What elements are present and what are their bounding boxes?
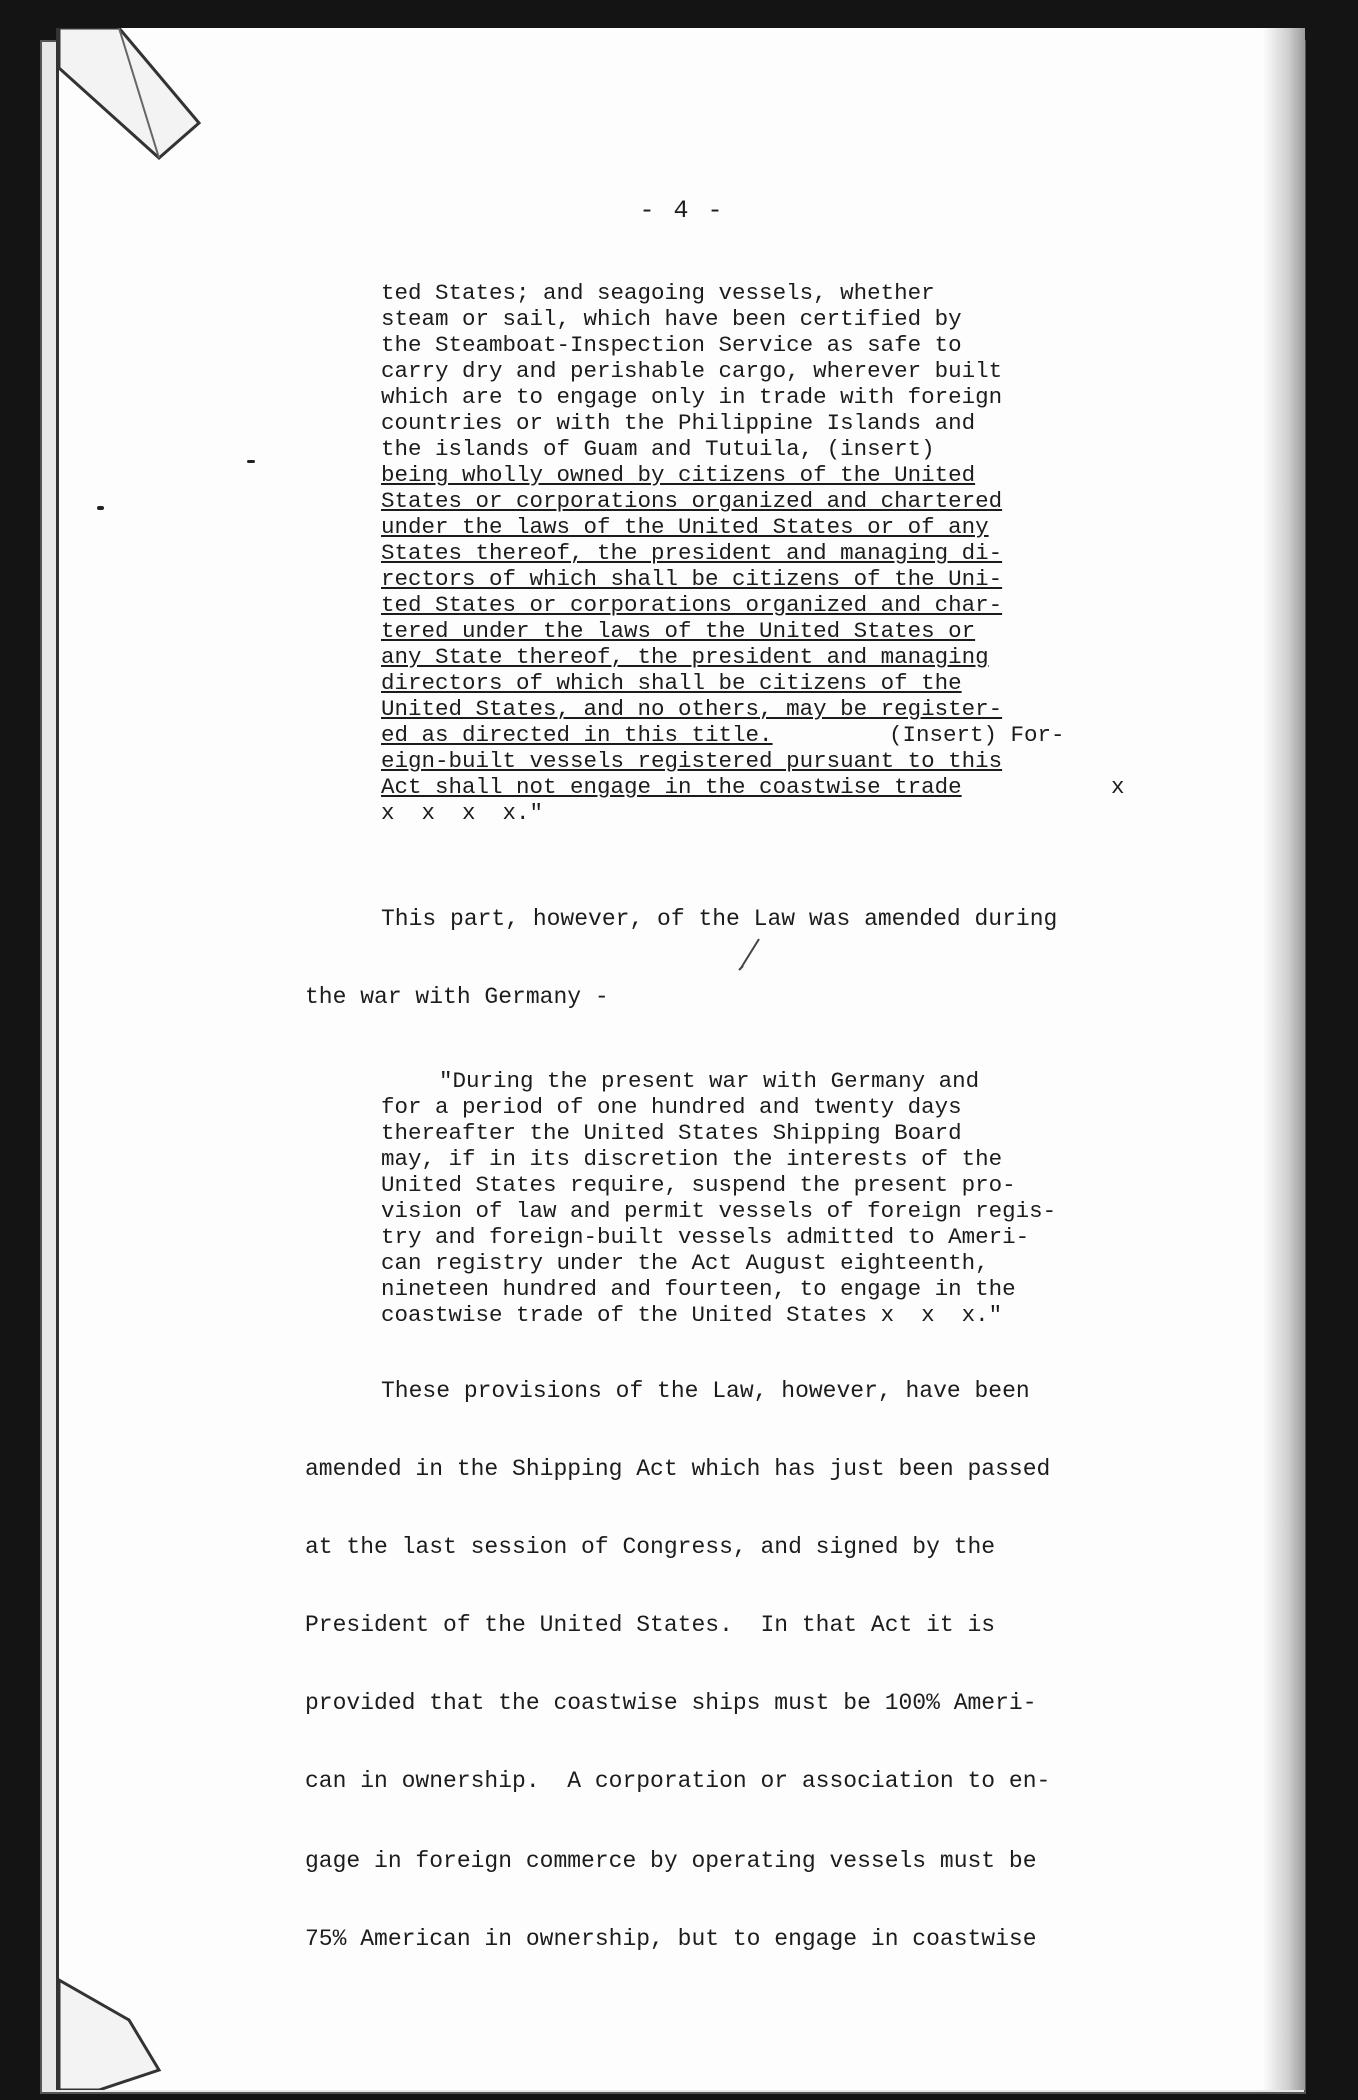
margin-mark [247, 460, 255, 463]
quote-line: for a period of one hundred and twenty days [381, 1094, 962, 1120]
quote-line: the islands of Guam and Tutuila, (insert) [381, 436, 935, 462]
quote-line-inserted: tered under the laws of the United States or [381, 618, 976, 644]
quote-line: carry dry and perishable cargo, wherever built [381, 358, 1003, 384]
paragraph-line: gage in foreign commerce by operating vessels must be [305, 1848, 1037, 1874]
quote-line: vision of law and permit vessels of foreign regis- [381, 1198, 1057, 1224]
margin-mark [97, 506, 104, 510]
paragraph-line: the war with Germany - [305, 984, 609, 1010]
folded-corner-bottom [59, 1960, 179, 2090]
quote-line: steam or sail, which have been certified by [381, 306, 962, 332]
quote-line: countries or with the Philippine Islands and [381, 410, 976, 436]
quote-line: "During the present war with Germany and [439, 1068, 980, 1094]
quote-line-inserted: rectors of which shall be citizens of the Uni- [381, 566, 1003, 592]
quote-line-inserted: under the laws of the United States or of any [381, 514, 989, 540]
quote-line-inserted: ted States or corporations organized and char- [381, 592, 1003, 618]
quote-line: may, if in its discretion the interests of the [381, 1146, 1003, 1172]
quote-line: (Insert) For- [889, 722, 1065, 748]
folded-corner-top [59, 28, 209, 178]
quote-line-inserted: Act shall not engage in the coastwise trade [381, 774, 962, 800]
paragraph-line: amended in the Shipping Act which has just been passed [305, 1456, 1051, 1482]
quote-line-inserted: States or corporations organized and chartered [381, 488, 1003, 514]
document-page [56, 28, 1305, 2090]
quote-line: x x x x." [381, 800, 544, 826]
paragraph-line: can in ownership. A corporation or association to en- [305, 1768, 1051, 1794]
quote-line-inserted: directors of which shall be citizens of the [381, 670, 962, 696]
paragraph-line: at the last session of Congress, and signed by the [305, 1534, 996, 1560]
quote-line: ted States; and seagoing vessels, whether [381, 280, 935, 306]
quote-line-inserted: being wholly owned by citizens of the United [381, 462, 976, 488]
quote-line: can registry under the Act August eighteenth, [381, 1250, 989, 1276]
paragraph-line: These provisions of the Law, however, have been [381, 1378, 1030, 1404]
quote-line: the Steamboat-Inspection Service as safe to [381, 332, 962, 358]
quote-line-inserted: any State thereof, the president and managing [381, 644, 989, 670]
quote-line: thereafter the United States Shipping Board [381, 1120, 962, 1146]
quote-line: United States require, suspend the present pro- [381, 1172, 1016, 1198]
quote-line: x [1111, 774, 1125, 800]
quote-line: nineteen hundred and fourteen, to engage in the [381, 1276, 1016, 1302]
paragraph-line: 75% American in ownership, but to engage in coastwise [305, 1926, 1037, 1952]
quote-line: coastwise trade of the United States x x x." [381, 1302, 1003, 1328]
quote-line-inserted: eign-built vessels registered pursuant to this [381, 748, 1003, 774]
quote-line: which are to engage only in trade with foreign [381, 384, 1003, 410]
quote-line-inserted: States thereof, the president and managing di- [381, 540, 1003, 566]
paragraph-line: provided that the coastwise ships must be 100% Ameri- [305, 1690, 1037, 1716]
paragraph-line: President of the United States. In that Act it is [305, 1612, 996, 1638]
page-edge-shadow [1263, 28, 1305, 2090]
quote-line: try and foreign-built vessels admitted to Ameri- [381, 1224, 1030, 1250]
pencil-mark [733, 936, 763, 976]
paragraph-line: This part, however, of the Law was amended during [381, 906, 1058, 932]
quote-line-inserted: ed as directed in this title. [381, 722, 773, 748]
quote-line-inserted: United States, and no others, may be register- [381, 696, 1003, 722]
page-number: - 4 - [639, 196, 725, 225]
